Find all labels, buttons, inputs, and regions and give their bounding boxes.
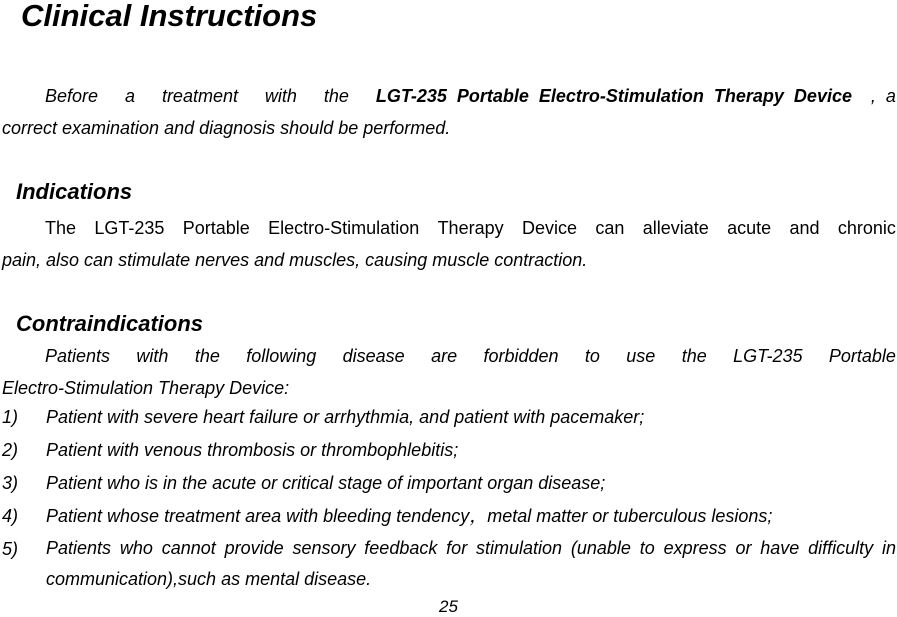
intro-word: the <box>323 86 349 106</box>
indications-line-1 <box>2 212 896 244</box>
list-item-number: 2) <box>2 440 19 460</box>
indications-word: alleviate <box>642 218 709 238</box>
list-item <box>2 533 896 597</box>
intro-word: a <box>124 86 135 106</box>
contraindications-word: are <box>431 346 458 366</box>
indications-word: Device <box>521 218 577 238</box>
indications-word: acute <box>727 218 772 238</box>
intro-paragraph <box>2 80 896 144</box>
intro-word: with <box>264 86 297 106</box>
list-item-number: 5) <box>2 539 19 559</box>
contraindications-word: Portable <box>828 346 896 366</box>
page-title: Clinical Instructions <box>21 0 318 33</box>
indications-word: LGT-235 <box>94 218 165 238</box>
contraindications-word: the <box>681 346 707 366</box>
list-item-text: Patients who cannot provide sensory feedback for stimulation (unable to express or have difficulty in communication),such as mental disease. <box>46 538 896 589</box>
contraindications-paragraph <box>2 340 896 404</box>
indications-paragraph <box>2 212 896 276</box>
list-item-number: 4) <box>2 506 19 526</box>
contraindications-line-2: Electro-Stimulation Therapy Device: <box>2 378 290 398</box>
list-item-text: Patient whose treatment area with bleeding tendency，metal matter or tuberculous lesions; <box>46 506 773 526</box>
list-item-text: Patient who is in the acute or critical stage of important organ disease; <box>46 473 606 493</box>
contraindications-word: the <box>194 346 220 366</box>
indications-word: Portable <box>182 218 250 238</box>
list-item-number: 3) <box>2 473 19 493</box>
intro-word: treatment <box>161 86 238 106</box>
intro-line-2: correct examination and diagnosis should be performed. <box>2 118 451 138</box>
contraindications-word: with <box>136 346 169 366</box>
contraindications-heading: Contraindications <box>16 311 204 336</box>
indications-line-2: pain, also can stimulate nerves and muscles, causing muscle contraction. <box>2 250 588 270</box>
contraindications-word: Patients <box>45 346 111 366</box>
contraindications-word: disease <box>342 346 405 366</box>
indications-heading: Indications <box>16 179 133 204</box>
device-name: LGT-235 Portable Electro-Stimulation Therapy Device <box>375 86 852 106</box>
contraindications-word: following <box>246 346 317 366</box>
intro-word: Before <box>45 86 99 106</box>
intro-line-1 <box>2 80 896 112</box>
indications-word: The <box>45 218 77 238</box>
list-item-number: 1) <box>2 407 19 427</box>
indications-word: Therapy <box>437 218 504 238</box>
indications-word: chronic <box>837 218 896 238</box>
list-item-text: Patient with venous thrombosis or thrombophlebitis; <box>46 440 459 460</box>
contraindications-word: forbidden <box>483 346 559 366</box>
page-number: 25 <box>439 597 458 616</box>
list-item <box>2 500 896 533</box>
contraindications-word: to <box>584 346 600 366</box>
contraindications-list <box>2 401 896 597</box>
contraindications-word: use <box>626 346 656 366</box>
list-item <box>2 434 896 467</box>
indications-word: can <box>595 218 625 238</box>
list-item-text: Patient with severe heart failure or arrhythmia, and patient with pacemaker; <box>46 407 645 427</box>
intro-word: , a <box>870 86 896 106</box>
contraindications-line-1 <box>2 340 896 372</box>
indications-word: and <box>789 218 820 238</box>
indications-word: Electro-Stimulation <box>268 218 420 238</box>
contraindications-word: LGT-235 <box>733 346 803 366</box>
list-item <box>2 467 896 500</box>
list-item <box>2 401 896 434</box>
